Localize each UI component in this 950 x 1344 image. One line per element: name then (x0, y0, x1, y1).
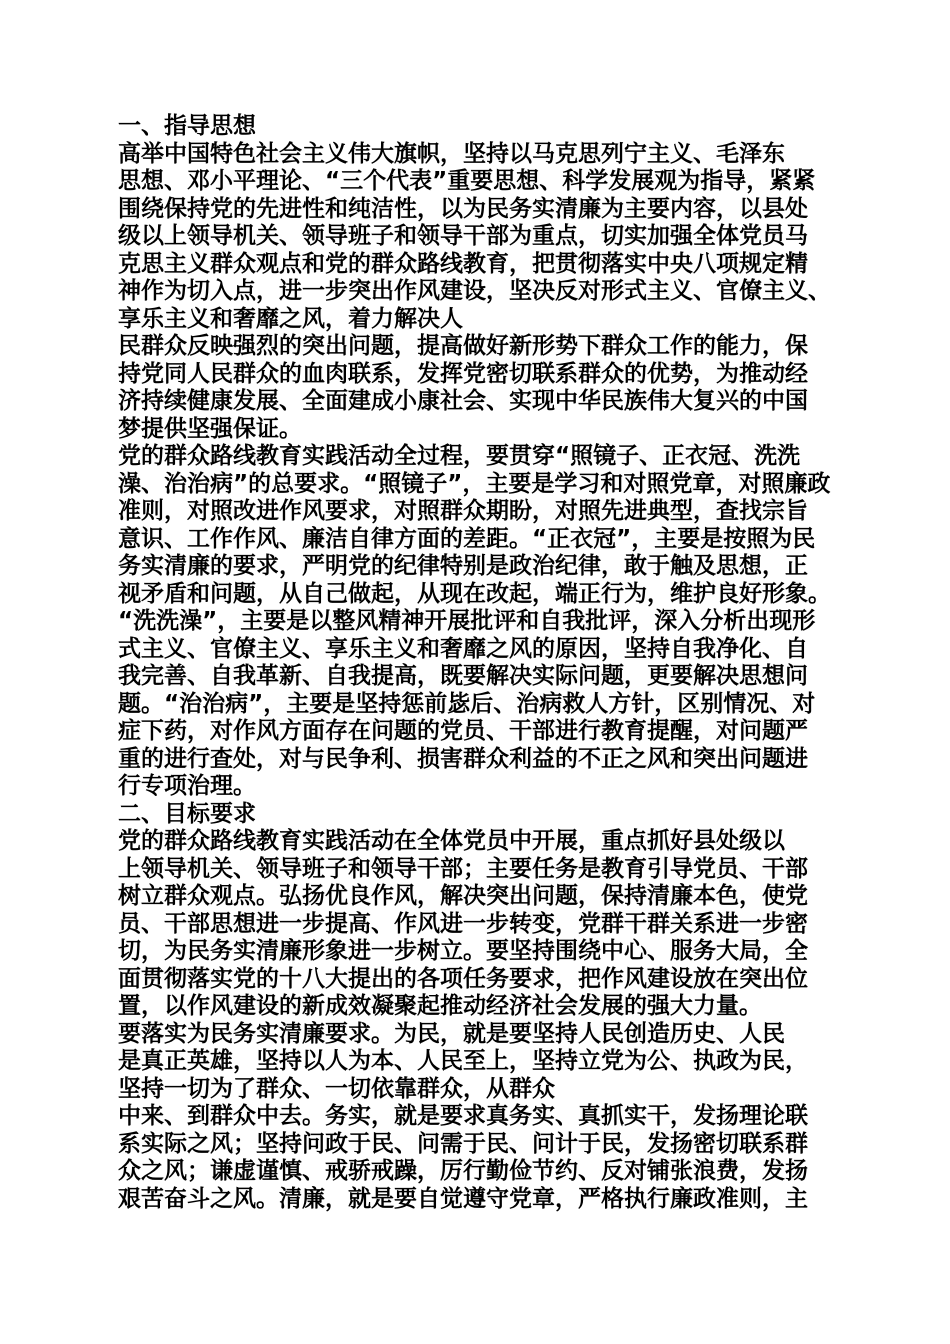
paragraph-line: 级以上领导机关、领导班子和领导干部为重点，切实加强全体党员马 (118, 223, 808, 249)
paragraph-line: 题。“治治病”，主要是坚持惩前毖后、治病救人方针，区别情况、对 (118, 690, 816, 717)
paragraph-line: 澡、治治病”的总要求。“照镜子”，主要是学习和对照党章，对照廉政 (118, 470, 831, 497)
paragraph-line: 围绕保持党的先进性和纯洁性，以为民务实清廉为主要内容，以县处 (118, 195, 808, 222)
paragraph-line: 党的群众路线教育实践活动在全体党员中开展，重点抓好县处级以 (118, 828, 785, 854)
paragraph-line: 思想、邓小平理论、“三个代表”重要思想、科学发展观为指导，紧紧 (118, 168, 816, 194)
paragraph-line: 济持续健康发展、全面建成小康社会、实现中华民族伟大复兴的中国 (118, 388, 808, 414)
paragraph-line: 准则，对照改进作风要求，对照群众期盼，对照先进典型，查找宗旨 (118, 498, 808, 524)
paragraph-line: 要落实为民务实清廉要求。为民，就是要坚持人民创造历史、人民 (118, 1020, 785, 1047)
paragraph-line: 系实际之风；坚持问政于民、问需于民、问计于民，发扬密切联系群 (118, 1130, 808, 1157)
paragraph-line: 意识、工作作风、廉洁自律方面的差距。“正衣冠”，主要是按照为民 (118, 525, 816, 552)
paragraph-line: 重的进行查处，对与民争利、损害群众利益的不正之风和突出问题进 (118, 745, 808, 772)
paragraph-line: 视矛盾和问题，从自己做起，从现在改起，端正行为，维护良好形象。 (118, 580, 831, 607)
section-heading-guiding-ideology: 一、指导思想 (118, 113, 256, 139)
paragraph-line: 众之风；谦虚谨慎、戒骄戒躁，厉行勤俭节约、反对铺张浪费，发扬 (118, 1158, 808, 1184)
paragraph-line: 持党同人民群众的血肉联系，发挥党密切联系群众的优势，为推动经 (118, 360, 808, 387)
paragraph-line: 置，以作风建设的新成效凝聚起推动经济社会发展的强大力量。 (118, 993, 762, 1019)
paragraph-line: 梦提供坚强保证。 (118, 415, 302, 442)
paragraph-line: 民群众反映强烈的突出问题，提高做好新形势下群众工作的能力，保 (118, 333, 808, 359)
paragraph-line: 务实清廉的要求，严明党的纪律特别是政治纪律，敢于触及思想，正 (118, 553, 808, 579)
document-body (118, 113, 844, 1213)
paragraph-line: 症下药，对作风方面存在问题的党员、干部进行教育提醒，对问题严 (118, 718, 808, 744)
paragraph-line: 面贯彻落实党的十八大提出的各项任务要求，把作风建设放在突出位 (118, 965, 808, 992)
paragraph-line: 高举中国特色社会主义伟大旗帜，坚持以马克思列宁主义、毛泽东 (118, 140, 785, 167)
paragraph-line: 神作为切入点，进一步突出作风建设，坚决反对形式主义、官僚主义、 (118, 278, 831, 304)
paragraph-line: 克思主义群众观点和党的群众路线教育，把贯彻落实中央八项规定精 (118, 250, 808, 277)
paragraph-line: 党的群众路线教育实践活动全过程，要贯穿“照镜子、正衣冠、洗洗 (118, 443, 801, 469)
paragraph-line: 坚持一切为了群众、一切依靠群众，从群众 (118, 1075, 555, 1102)
paragraph-line: 行专项治理。 (118, 773, 256, 799)
paragraph-line: 享乐主义和奢靡之风，着力解决人 (118, 305, 463, 332)
paragraph-line: 是真正英雄，坚持以人为本、人民至上，坚持立党为公、执政为民， (118, 1048, 808, 1074)
paragraph-line: 上领导机关、领导班子和领导干部；主要任务是教育引导党员、干部 (118, 855, 808, 882)
paragraph-line: 我完善、自我革新、自我提高，既要解决实际问题，更要解决思想问 (118, 663, 808, 689)
paragraph-line: 中来、到群众中去。务实，就是要求真务实、真抓实干，发扬理论联 (118, 1103, 808, 1129)
section-heading-goals: 二、目标要求 (118, 800, 256, 827)
paragraph-line: “洗洗澡”，主要是以整风精神开展批评和自我批评，深入分析出现形 (118, 608, 816, 634)
paragraph-line: 切，为民务实清廉形象进一步树立。要坚持围绕中心、服务大局，全 (118, 938, 808, 964)
paragraph-line: 员、干部思想进一步提高、作风进一步转变，党群干群关系进一步密 (118, 910, 808, 937)
paragraph-line: 式主义、官僚主义、享乐主义和奢靡之风的原因，坚持自我净化、自 (118, 635, 808, 662)
paragraph-line: 树立群众观点。弘扬优良作风，解决突出问题，保持清廉本色，使党 (118, 883, 808, 909)
paragraph-line: 艰苦奋斗之风。清廉，就是要自觉遵守党章，严格执行廉政准则，主 (118, 1185, 808, 1212)
